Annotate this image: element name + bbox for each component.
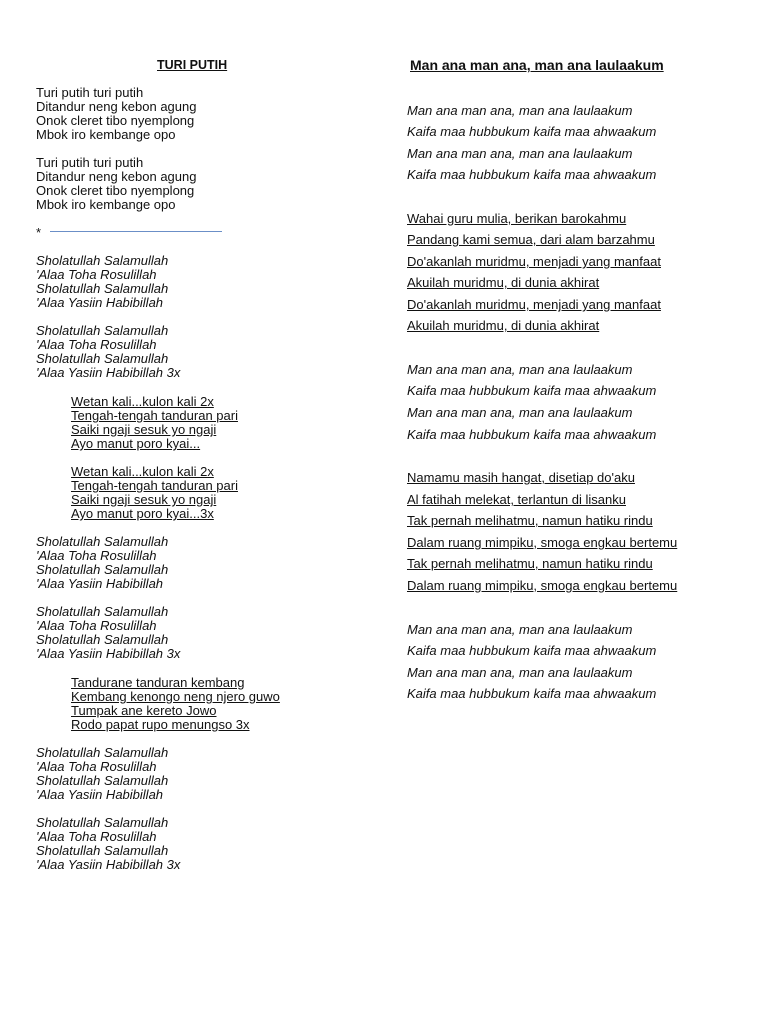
left-line-34: Kembang kenongo neng njero guwo — [71, 689, 280, 704]
right-line-16: Al fatihah melekat, terlantun di lisanku — [407, 492, 626, 507]
right-line-7: Do'akanlah muridmu, menjadi yang manfaat — [407, 254, 661, 269]
left-line-18: Tengah-tengah tanduran pari — [71, 408, 238, 423]
right-line-15: Namamu masih hangat, disetiap do'aku — [407, 470, 635, 485]
left-line-8: Mbok iro kembange opo — [36, 197, 176, 212]
left-line-36: Rodo papat rupo menungso 3x — [71, 717, 250, 732]
left-line-12: 'Alaa Yasiin Habibillah — [36, 295, 164, 310]
left-line-31: Sholatullah Salamullah — [36, 632, 169, 647]
left-line-17: Wetan kali...kulon kali 2x — [71, 394, 214, 409]
right-line-4: Kaifa maa hubbukum kaifa maa ahwaakum — [407, 167, 657, 182]
right-line-10: Akuilah muridmu, di dunia akhirat — [407, 318, 600, 333]
right-line-9: Do'akanlah muridmu, menjadi yang manfaat — [407, 297, 661, 312]
left-line-1: Turi putih turi putih — [36, 85, 144, 100]
left-line-20: Ayo manut poro kyai... — [71, 436, 201, 451]
right-line-8: Akuilah muridmu, di dunia akhirat — [407, 275, 600, 290]
left-line-35: Tumpak ane kereto Jowo — [71, 703, 217, 718]
right-line-19: Tak pernah melihatmu, namun hatiku rindu — [407, 556, 653, 571]
right-line-1: Man ana man ana, man ana laulaakum — [407, 103, 633, 118]
left-line-13: Sholatullah Salamullah — [36, 323, 169, 338]
left-line-5: Turi putih turi putih — [36, 155, 144, 170]
left-line-38: 'Alaa Toha Rosulillah — [36, 759, 157, 774]
right-line-23: Man ana man ana, man ana laulaakum — [407, 665, 633, 680]
left-line-41: Sholatullah Salamullah — [36, 815, 169, 830]
left-line-7: Onok cleret tibo nyemplong — [36, 183, 195, 198]
left-line-10: 'Alaa Toha Rosulillah — [36, 267, 157, 282]
left-line-27: Sholatullah Salamullah — [36, 562, 169, 577]
right-line-2: Kaifa maa hubbukum kaifa maa ahwaakum — [407, 124, 657, 139]
right-line-5: Wahai guru mulia, berikan barokahmu — [407, 211, 627, 226]
right-line-3: Man ana man ana, man ana laulaakum — [407, 146, 633, 161]
left-line-44: 'Alaa Yasiin Habibillah 3x — [36, 857, 181, 872]
left-line-29: Sholatullah Salamullah — [36, 604, 169, 619]
separator-line — [50, 231, 222, 232]
right-line-6: Pandang kami semua, dari alam barzahmu — [407, 232, 655, 247]
left-line-6: Ditandur neng kebon agung — [36, 169, 197, 184]
left-line-43: Sholatullah Salamullah — [36, 843, 169, 858]
separator-asterisk: * — [36, 225, 42, 240]
right-line-13: Man ana man ana, man ana laulaakum — [407, 405, 633, 420]
left-line-9: Sholatullah Salamullah — [36, 253, 169, 268]
left-line-33: Tandurane tanduran kembang — [71, 675, 245, 690]
left-line-32: 'Alaa Yasiin Habibillah 3x — [36, 646, 181, 661]
left-line-37: Sholatullah Salamullah — [36, 745, 169, 760]
left-line-39: Sholatullah Salamullah — [36, 773, 169, 788]
left-line-19: Saiki ngaji sesuk yo ngaji — [71, 422, 217, 437]
right-line-18: Dalam ruang mimpiku, smoga engkau bertemu — [407, 535, 678, 550]
left-line-15: Sholatullah Salamullah — [36, 351, 169, 366]
right-line-21: Man ana man ana, man ana laulaakum — [407, 622, 633, 637]
left-line-26: 'Alaa Toha Rosulillah — [36, 548, 157, 563]
left-line-21: Wetan kali...kulon kali 2x — [71, 464, 214, 479]
left-line-3: Onok cleret tibo nyemplong — [36, 113, 195, 128]
right-line-24: Kaifa maa hubbukum kaifa maa ahwaakum — [407, 686, 657, 701]
left-line-14: 'Alaa Toha Rosulillah — [36, 337, 157, 352]
left-line-24: Ayo manut poro kyai...3x — [71, 506, 214, 521]
right-line-20: Dalam ruang mimpiku, smoga engkau bertemu — [407, 578, 678, 593]
left-line-25: Sholatullah Salamullah — [36, 534, 169, 549]
left-line-11: Sholatullah Salamullah — [36, 281, 169, 296]
right-line-22: Kaifa maa hubbukum kaifa maa ahwaakum — [407, 643, 657, 658]
left-line-4: Mbok iro kembange opo — [36, 127, 176, 142]
man-ana-title: Man ana man ana, man ana laulaakum — [410, 57, 664, 73]
left-line-16: 'Alaa Yasiin Habibillah 3x — [36, 365, 181, 380]
right-line-17: Tak pernah melihatmu, namun hatiku rindu — [407, 513, 653, 528]
left-line-42: 'Alaa Toha Rosulillah — [36, 829, 157, 844]
left-line-40: 'Alaa Yasiin Habibillah — [36, 787, 164, 802]
right-line-11: Man ana man ana, man ana laulaakum — [407, 362, 633, 377]
right-line-14: Kaifa maa hubbukum kaifa maa ahwaakum — [407, 427, 657, 442]
left-line-30: 'Alaa Toha Rosulillah — [36, 618, 157, 633]
right-line-12: Kaifa maa hubbukum kaifa maa ahwaakum — [407, 383, 657, 398]
turi-putih-title: TURI PUTIH — [157, 58, 228, 72]
left-line-22: Tengah-tengah tanduran pari — [71, 478, 238, 493]
left-line-2: Ditandur neng kebon agung — [36, 99, 197, 114]
left-line-23: Saiki ngaji sesuk yo ngaji — [71, 492, 217, 507]
left-line-28: 'Alaa Yasiin Habibillah — [36, 576, 164, 591]
